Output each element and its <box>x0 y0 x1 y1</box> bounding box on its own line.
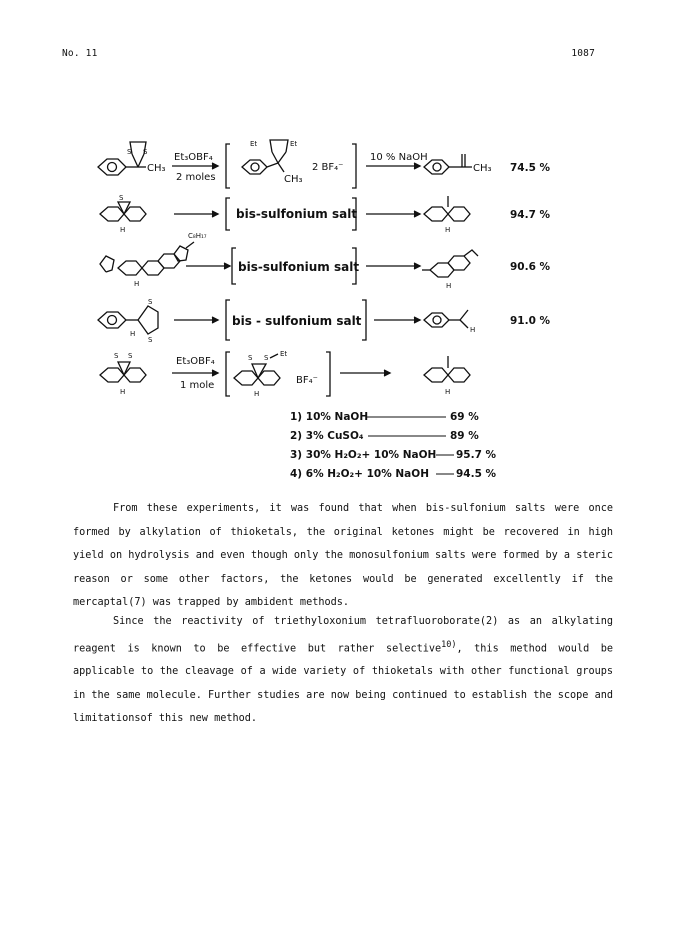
paragraph-text-part: , this method would be applicable to the cleavage of a wide variety of thioketals with other functional groups in the same molecule. Further studies are now being continued to establish the scope and limitationsof this new method. <box>73 642 613 725</box>
body-paragraph-1 <box>73 497 613 615</box>
paragraph-text-part: Since the reactivity of triethyloxonium tetrafluoroborate(2) as an alkylating reagent is known to be effective but rather selective <box>73 616 613 654</box>
condition-4-yield: 94.5 % <box>456 468 497 480</box>
body-paragraph-2 <box>73 610 613 731</box>
condition-2-yield: 89 % <box>450 430 479 442</box>
bracket-open <box>232 248 236 284</box>
condition-3-yield: 95.7 % <box>456 449 497 461</box>
counter-ion: 2 BF₄⁻ <box>312 162 344 173</box>
intermediate-bis-sulfonium-salt: bis-sulfonium salt <box>238 260 360 274</box>
reaction-scheme <box>90 130 590 500</box>
row3-steroid-thioketal <box>100 232 207 288</box>
hydrogen-label: H <box>130 330 136 338</box>
bracket-open <box>226 198 230 230</box>
bracket-open <box>226 352 230 396</box>
sulfur-label: S <box>114 352 119 360</box>
hydrogen-label: H <box>134 280 140 288</box>
condition-4-label: 4) 6% H₂O₂+ 10% NaOH <box>290 468 429 480</box>
bracket-close <box>362 300 366 340</box>
bracket-open <box>226 300 230 340</box>
intermediate-bis-sulfonium-salt: bis - sulfonium salt <box>232 314 362 328</box>
row1-bis-sulfonium-intermediate <box>242 140 343 185</box>
ethyl-label: Et <box>280 350 288 358</box>
sulfur-label: S <box>119 194 124 202</box>
yield-row1: 74.5 % <box>510 162 551 174</box>
row5-decalone-product <box>424 356 470 396</box>
hydrogen-label: H <box>446 282 452 290</box>
row3-steroid-ketone-product <box>422 250 478 290</box>
reference-superscript: 10) <box>441 639 457 650</box>
yield-row2: 94.7 % <box>510 209 551 221</box>
paragraph-text <box>73 610 613 731</box>
sulfur-label: S <box>148 336 153 344</box>
reagent-triethyloxonium: Et₃OBF₄ <box>176 356 215 367</box>
bracket-close <box>352 144 356 188</box>
row4-benzaldehyde-thioacetal <box>98 298 158 344</box>
bracket-close <box>326 352 330 396</box>
methyl-label: CH₃ <box>147 163 166 174</box>
side-chain-label: C₈H₁₇ <box>188 232 207 240</box>
row5-decalin-thioketal <box>100 352 146 396</box>
sulfur-label: S <box>128 352 133 360</box>
intermediate-bis-sulfonium-salt: bis-sulfonium salt <box>236 207 358 221</box>
row1-product-acetophenone <box>424 154 492 174</box>
reagent-naoh: 10 % NaOH <box>370 152 428 163</box>
sulfur-label: S <box>143 148 148 156</box>
row1-starting-thioketal <box>98 142 166 175</box>
row5-monosulfonium-intermediate <box>234 350 318 398</box>
hydrolysis-conditions-list <box>290 411 497 480</box>
condition-2-label: 2) 3% CuSO₄ <box>290 430 364 442</box>
counter-ion: BF₄⁻ <box>296 375 318 386</box>
condition-1-label: 1) 10% NaOH <box>290 411 369 423</box>
hydrogen-label: H <box>120 226 126 234</box>
sulfur-label: S <box>248 354 253 362</box>
reagent-amount: 1 mole <box>180 380 215 391</box>
methyl-label: CH₃ <box>284 174 303 185</box>
row2-decalin-thioketal <box>100 194 146 234</box>
hydrogen-label: H <box>254 390 260 398</box>
sulfur-label: S <box>148 298 153 306</box>
hydrogen-label: H <box>470 326 476 334</box>
sulfur-label: S <box>264 354 269 362</box>
row4-benzaldehyde-product <box>424 310 475 334</box>
yield-row4: 91.0 % <box>510 315 551 327</box>
paragraph-text: From these experiments, it was found that when bis-sulfonium salts were once formed by alkylation of thioketals, the original ketones might be recovered in high yield on hydrolysis and even though only the monosulfonium salts were formed by a steric reason or some other factors, the ketones would be generated excellently if the mercaptal(7) was trapped by ambident methods. <box>73 503 613 608</box>
condition-1-yield: 69 % <box>450 411 479 423</box>
journal-issue-number: No. 11 <box>62 48 98 59</box>
bracket-open <box>226 144 230 188</box>
reagent-triethyloxonium: Et₃OBF₄ <box>174 152 213 163</box>
ethyl-label: Et <box>290 140 298 148</box>
hydrogen-label: H <box>445 388 451 396</box>
ethyl-label: Et <box>250 140 258 148</box>
condition-3-label: 3) 30% H₂O₂+ 10% NaOH <box>290 449 437 461</box>
methyl-label: CH₃ <box>473 163 492 174</box>
yield-row3: 90.6 % <box>510 261 551 273</box>
sulfur-label: S <box>127 148 132 156</box>
row2-decalone-product <box>424 196 470 234</box>
hydrogen-label: H <box>445 226 451 234</box>
reagent-amount: 2 moles <box>176 172 216 183</box>
page-number: 1087 <box>571 48 595 59</box>
hydrogen-label: H <box>120 388 126 396</box>
